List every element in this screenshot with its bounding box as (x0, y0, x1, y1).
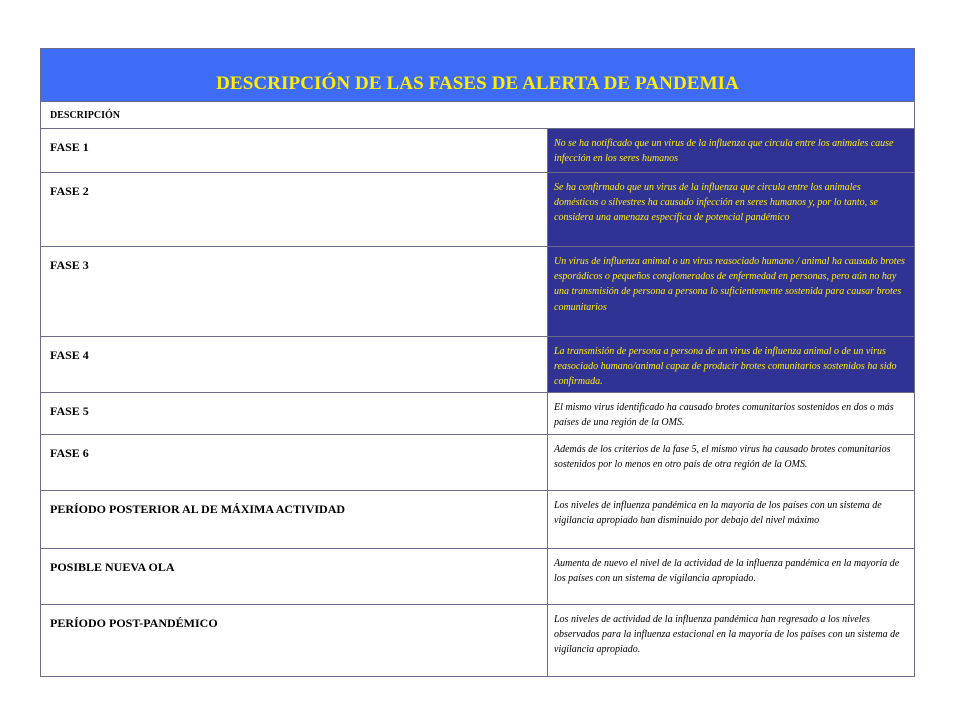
phase-description: No se ha notificado que un virus de la influenza que circula entre los animales cause infección en los seres humanos (554, 138, 894, 165)
phase-name: FASE 1 (50, 140, 89, 154)
phase-name-cell (41, 247, 548, 337)
phase-description: Aumenta de nuevo el nivel de la actividad de la influenza pandémica en la mayoría de los países con un sistema de vigilancia apropiado. (554, 558, 900, 585)
phase-description: Un virus de influenza animal o un virus reasociado humano / animal ha causado brotes esporádicos o pequeños conglomerados de enfermedad en personas, pero aún no hay una transmisión de persona a persona lo suficientemente sostenida para causar brotes comunitarios (554, 256, 905, 313)
phase-row-4 (41, 337, 915, 393)
phase-description-cell (548, 337, 915, 393)
phase-name: FASE 6 (50, 446, 89, 460)
phase-row-9 (41, 605, 915, 677)
table-title: DESCRIPCIÓN DE LAS FASES DE ALERTA DE PANDEMIA (216, 73, 739, 94)
phase-name-cell (41, 129, 548, 173)
phase-name: PERÍODO POSTERIOR AL DE MÁXIMA ACTIVIDAD (50, 502, 346, 516)
phase-name: POSIBLE NUEVA OLA (50, 560, 175, 574)
phase-description-cell (548, 173, 915, 247)
title-cell (41, 49, 915, 102)
phase-description: La transmisión de persona a persona de un virus de influenza animal o de un virus reasociado humano/animal capaz de producir brotes comunitarios sostenidos ha sido confirmada. (554, 346, 897, 388)
subheader-label: DESCRIPCIÓN (50, 109, 121, 121)
phase-row-1 (41, 129, 915, 173)
phase-name-cell (41, 173, 548, 247)
phase-description: El mismo virus identificado ha causado brotes comunitarios sostenidos en dos o más países de una región de la OMS. (554, 402, 894, 429)
phase-description-cell (548, 491, 915, 549)
phase-description-cell (548, 435, 915, 491)
phase-description-cell (548, 549, 915, 605)
phase-name: FASE 2 (50, 184, 89, 198)
phase-row-6 (41, 435, 915, 491)
phase-name: FASE 5 (50, 404, 89, 418)
phase-name: PERÍODO POST-PANDÉMICO (50, 616, 218, 630)
pandemic-phases-table (40, 48, 915, 677)
phase-name-cell (41, 491, 548, 549)
phase-description: Los niveles de influenza pandémica en la mayoría de los países con un sistema de vigilancia apropiado han disminuido por debajo del nivel máximo (554, 500, 882, 527)
phase-name: FASE 4 (50, 348, 89, 362)
phase-row-3 (41, 247, 915, 337)
phase-row-2 (41, 173, 915, 247)
phase-row-5 (41, 393, 915, 435)
phase-name-cell (41, 435, 548, 491)
phase-row-8 (41, 549, 915, 605)
phase-name-cell (41, 393, 548, 435)
subheader-row (41, 102, 915, 129)
phase-description-cell (548, 393, 915, 435)
phase-name-cell (41, 605, 548, 677)
phase-description: Se ha confirmado que un virus de la influenza que circula entre los animales domésticos o silvestres ha causado infección en seres humanos y, por lo tanto, se considera una amenaza específica de potencial pandémico (554, 182, 878, 224)
phase-name-cell (41, 549, 548, 605)
phase-row-7 (41, 491, 915, 549)
phase-description: Los niveles de actividad de la influenza pandémica han regresado a los niveles observados para la influenza estacional en la mayoría de los países con un sistema de vigilancia apropiado. (554, 614, 900, 656)
subheader-cell (41, 102, 915, 129)
phase-name-cell (41, 337, 548, 393)
phase-name: FASE 3 (50, 258, 89, 272)
phase-description: Además de los criterios de la fase 5, el mismo virus ha causado brotes comunitarios sostenidos por lo menos en otro país de otra región de la OMS. (554, 444, 891, 471)
phase-description-cell (548, 605, 915, 677)
title-row (41, 49, 915, 102)
phase-description-cell (548, 129, 915, 173)
phase-description-cell (548, 247, 915, 337)
